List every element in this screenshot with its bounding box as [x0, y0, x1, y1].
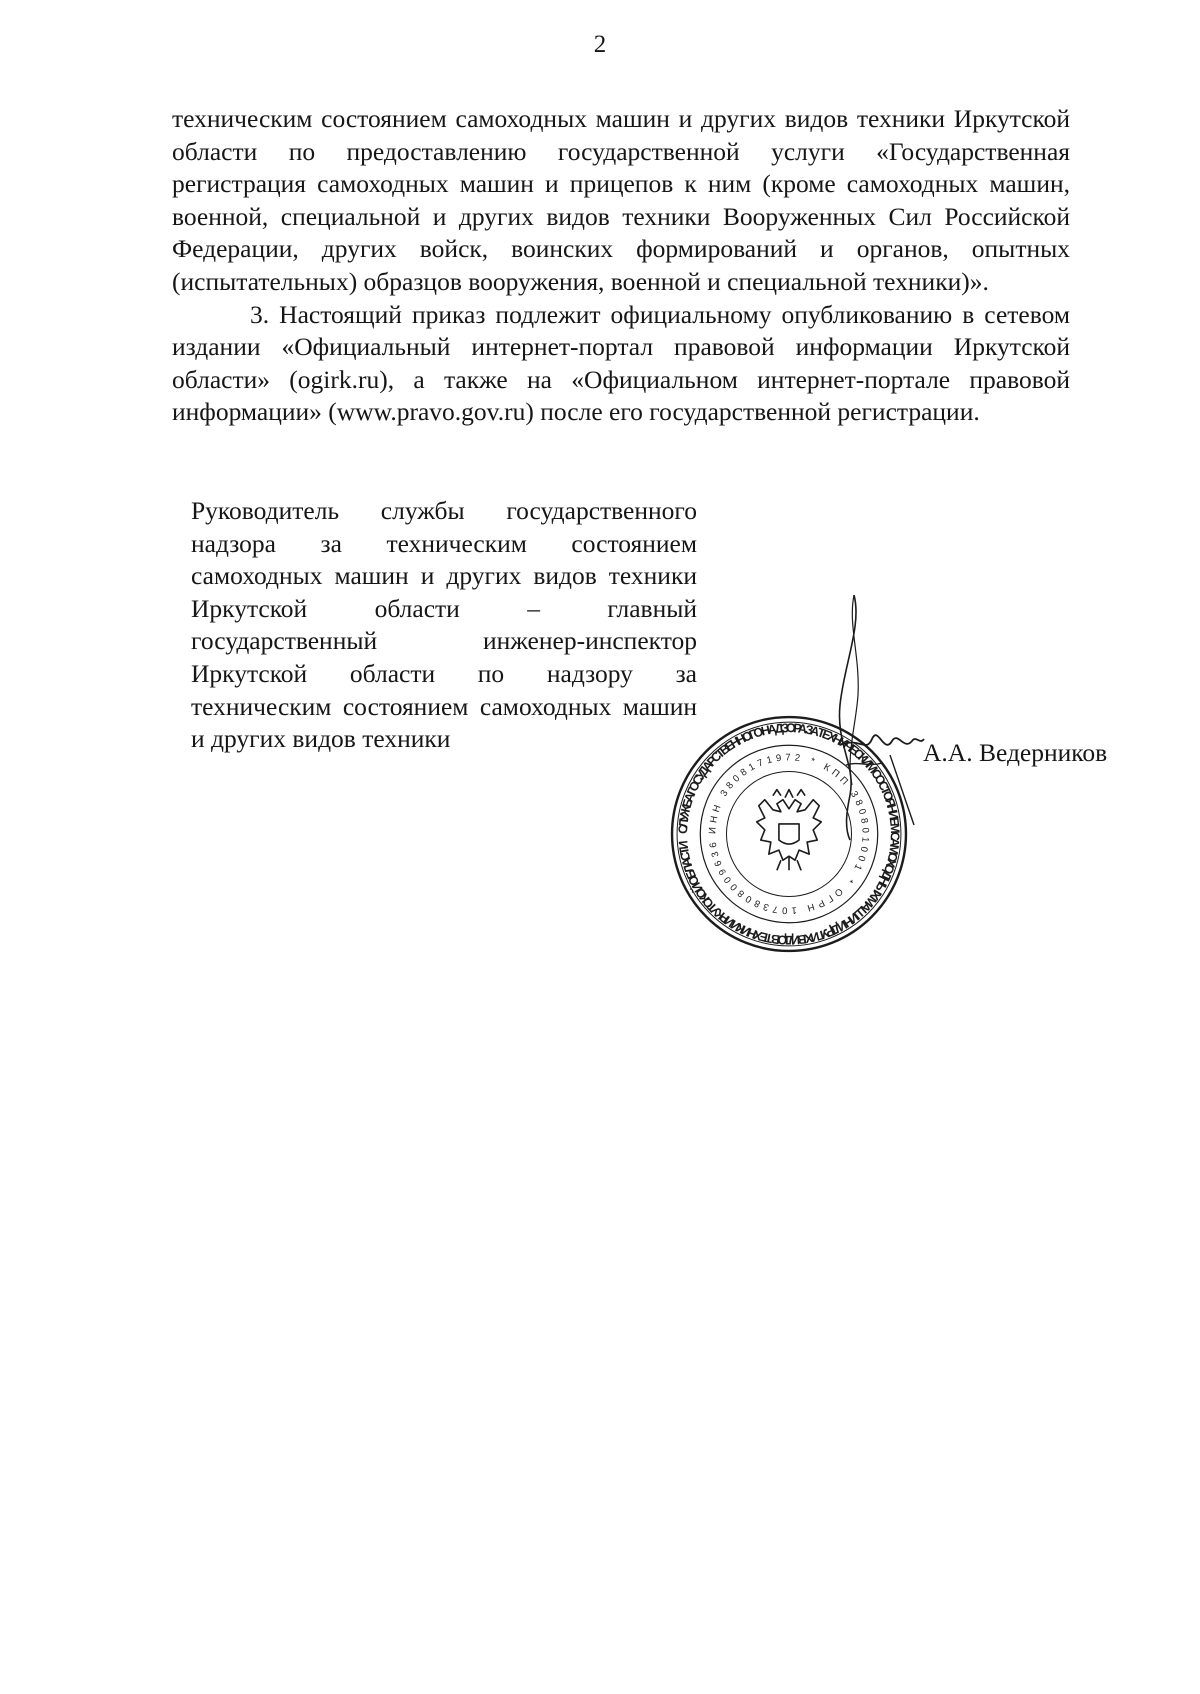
paragraph-continuation: техническим состоянием самоходных машин и других видов техники Иркутской области по предоставлению государственной услуги «Государственная регистрация самоходных машин и прицепов к ним (кроме самоходных машин, военной, специальной и других видов техники Вооруженных Сил Российской Федерации, других войск, воинских формирований и органов, опытных (испытательных) образцов вооружения, военной и специальной техники)».	[172, 104, 1070, 296]
seal-inner-text: ИНН 3808171972 * КПП 380801001 * ОГРН 1073808009636	[707, 752, 871, 916]
document-body	[172, 103, 1070, 429]
paragraph-3: 3. Настоящий приказ подлежит официальному опубликованию в сетевом издании «Официальный интернет-портал правовой информации Иркутской области» (ogirk.ru), а также на «Официальном интернет-портале правовой информации» (www.pravo.gov.ru) после его государственной регистрации.	[172, 299, 1070, 427]
signer-name: А.А. Ведерников	[923, 738, 1108, 767]
page-number: 2	[593, 31, 607, 58]
handwritten-signature	[820, 595, 930, 855]
double-headed-eagle-emblem	[757, 790, 822, 871]
seal-outer-text: СЛУЖБА ГОСУДАРСТВЕННОГО НАДЗОРА ЗА ТЕХНИЧЕСКИМ СОСТОЯНИЕМ САМОХОДНЫХ МАШИН И ДРУГИХ ВИДОВ ТЕХНИКИ ИРКУТСКОЙ ОБЛАСТИ	[676, 721, 902, 947]
signatory-position: Руководитель службы государственного надзора за техническим состоянием самоходных машин и других видов техники Иркутской области – главный государственный инженер-инспектор Иркутской области по надзору за техническим состоянием самоходных машин и других видов техники	[191, 496, 697, 754]
